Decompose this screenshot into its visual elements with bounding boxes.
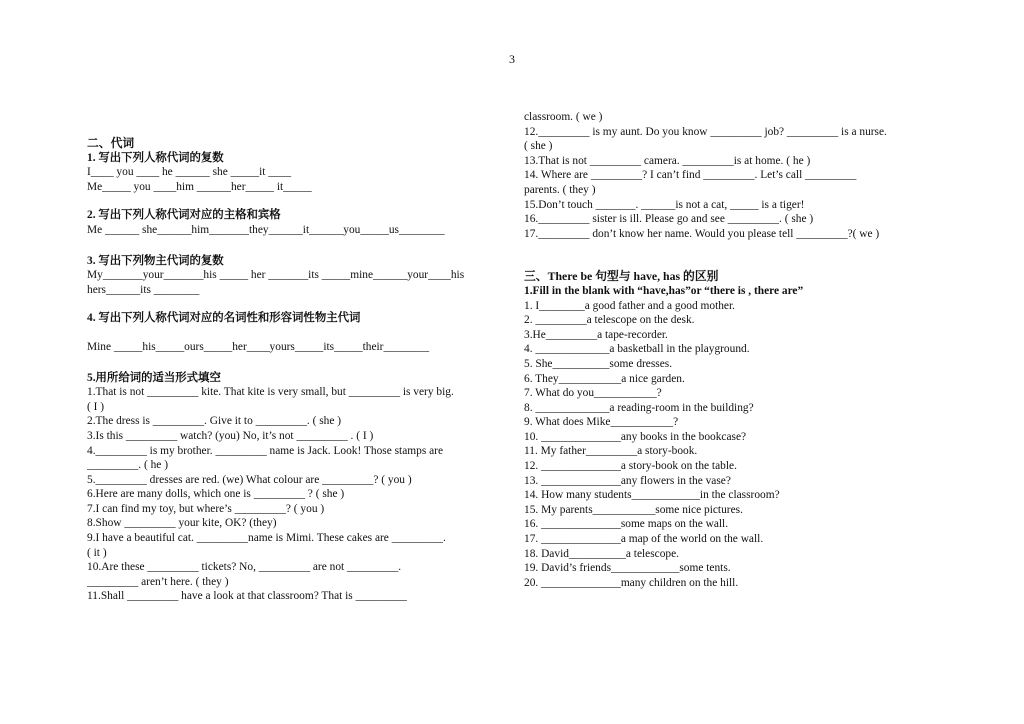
exercise-5-line: 11.Shall _________ have a look at that classroom? That is _________ (87, 590, 407, 603)
fill-blank-item: 18. David__________a telescope. (524, 547, 680, 560)
fill-blank-item: 3.He_________a tape-recorder. (524, 328, 668, 341)
fill-blank-item: 17. ______________a map of the world on the wall. (524, 533, 764, 546)
fill-blank-item: 19. David’s friends____________some tents. (524, 562, 731, 575)
page-number: 3 (509, 52, 515, 66)
fill-blank-item: 12. ______________a story-book on the table. (524, 460, 737, 473)
fill-blank-item: 7. What do you___________? (524, 387, 662, 400)
exercise-5-continued-line: 16._________ sister is ill. Please go and see _________. ( she ) (524, 213, 814, 226)
fill-blank-item: 14. How many students____________in the classroom? (524, 489, 780, 502)
exercise-5-line: ( it ) (87, 546, 107, 559)
exercise-5-line: 8.Show _________ your kite, OK? (they) (87, 517, 277, 530)
exercise-3-line: My_______your_______his _____ her _______its _____mine______your____his (87, 269, 465, 282)
fill-blank-item: 11. My father_________a story-book. (524, 445, 698, 458)
exercise-5-line: 3.Is this _________ watch? (you) No, it’s not _________ . ( I ) (87, 429, 374, 442)
exercise-5-line: _________ aren’t here. ( they ) (87, 575, 229, 588)
exercise-5-line: 5._________ dresses are red. (we) What colour are _________? ( you ) (87, 473, 412, 486)
exercise-5-title: 5.用所给词的适当形式填空 (87, 371, 221, 384)
exercise-5-line: 4._________ is my brother. _________ name is Jack. Look! Those stamps are (87, 444, 444, 457)
left-column (87, 136, 501, 604)
exercise-4-title: 4. 写出下列人称代词对应的名词性和形容词性物主代词 (87, 312, 361, 325)
exercise-4-line: Mine _____his_____ours_____her____yours_____its_____their________ (87, 340, 430, 353)
exercise-5-line: 9.I have a beautiful cat. _________name is Mimi. These cakes are _________. (87, 532, 446, 545)
fill-blank-item: 1. I________a good father and a good mother. (524, 299, 735, 312)
fill-blank-item: 6. They___________a nice garden. (524, 372, 685, 385)
exercise-2-title: 2. 写出下列人称代词对应的主格和宾格 (87, 209, 281, 222)
fill-blank-item: 15. My parents___________some nice pictures. (524, 503, 743, 516)
fill-blank-item: 8. _____________a reading-room in the building? (524, 401, 754, 414)
exercise-3-line: hers______its ________ (87, 283, 200, 296)
exercise-5-continued-line: 17._________ don’t know her name. Would you please tell _________?( we ) (524, 227, 880, 240)
exercise-1-title: 1. 写出下列人称代词的复数 (87, 151, 224, 164)
fill-blank-item: 5. She__________some dresses. (524, 357, 673, 370)
exercise-1-line: I____ you ____ he ______ she _____it ____ (87, 166, 292, 179)
exercise-1-line: Me_____ you ____him ______her_____ it_____ (87, 180, 312, 193)
fill-blank-item: 9. What does Mike___________? (524, 416, 679, 429)
exercise-5-line: _________. ( he ) (87, 459, 168, 472)
exercise-5-continued-line: 12._________ is my aunt. Do you know _________ job? _________ is a nurse. (524, 125, 887, 138)
exercise-5-line: 2.The dress is _________. Give it to _________. ( she ) (87, 415, 342, 428)
exercise-5-continued-line: parents. ( they ) (524, 183, 596, 196)
section-title-pronouns: 二、代词 (87, 136, 135, 150)
exercise-2-line: Me ______ she______him_______they______it______you_____us________ (87, 223, 445, 236)
exercise-5-line: 6.Here are many dolls, which one is _________ ? ( she ) (87, 488, 345, 501)
fill-blank-item: 20. ______________many children on the hill. (524, 576, 739, 589)
fill-blank-item: 10. ______________any books in the bookcase? (524, 430, 747, 443)
fill-blank-item: 13. ______________any flowers in the vase? (524, 474, 731, 487)
exercise-5-continued-line: 13.That is not _________ camera. _________is at home. ( he ) (524, 154, 811, 167)
right-column (524, 110, 938, 590)
exercise-5-line: 10.Are these _________ tickets? No, _________ are not _________. (87, 561, 402, 574)
exercise-5-line: 1.That is not _________ kite. That kite is very small, but _________ is very big. (87, 386, 454, 399)
exercise-5-continued-line: classroom. ( we ) (524, 111, 603, 123)
fill-blank-instruction: 1.Fill in the blank with “have,has”or “there is , there are” (524, 284, 804, 297)
fill-blank-item: 4. _____________a basketball in the playground. (524, 343, 750, 356)
fill-blank-item: 16. ______________some maps on the wall. (524, 518, 729, 531)
section-title-there-be: 三、There be 句型与 have, has 的区别 (524, 269, 719, 284)
exercise-5-continued-line: ( she ) (524, 140, 553, 153)
fill-blank-item: 2. _________a telescope on the desk. (524, 314, 695, 327)
exercise-5-continued-line: 15.Don’t touch _______. ______is not a cat, _____ is a tiger! (524, 198, 805, 211)
exercise-5-line: ( I ) (87, 400, 105, 413)
exercise-3-title: 3. 写出下列物主代词的复数 (87, 254, 224, 267)
exercise-5-line: 7.I can find my toy, but where’s _________? ( you ) (87, 502, 325, 515)
exercise-5-continued-line: 14. Where are _________? I can’t find _________. Let’s call _________ (524, 169, 857, 182)
